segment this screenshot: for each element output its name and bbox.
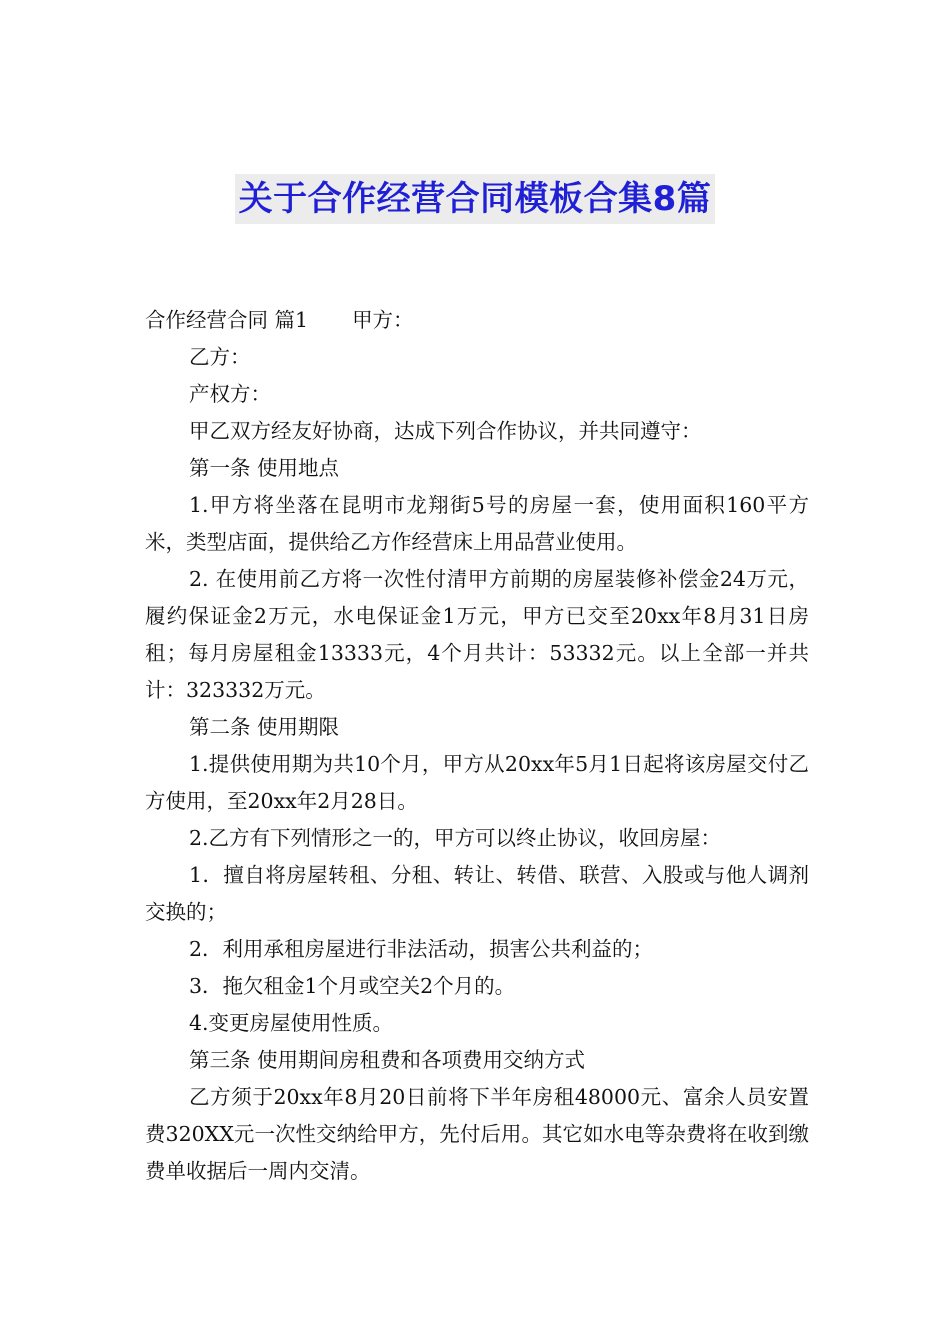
- paragraph-intro: 甲乙双方经友好协商，达成下列合作协议，并共同遵守：: [189, 419, 702, 443]
- termination-case-3: 3．拖欠租金1个月或空关2个月的。: [189, 974, 516, 998]
- first-line: [145, 302, 809, 339]
- section-heading: 合作经营合同 篇1: [145, 308, 309, 332]
- article-2-heading: 第二条 使用期限: [189, 715, 340, 739]
- termination-case-4: 4.变更房屋使用性质。: [189, 1011, 394, 1035]
- paragraph-property-owner: 产权方：: [189, 382, 271, 406]
- article-2-item-1: 1.提供使用期为共10个月，甲方从20xx年5月1日起将该房屋交付乙方使用，至20xx年2月28日。: [145, 752, 809, 813]
- article-1-item-2: 2. 在使用前乙方将一次性付清甲方前期的房屋装修补偿金24万元，履约保证金2万元，水电保证金1万元，甲方已交至20xx年8月31日房租；每月房屋租金13333元，4个月共计：53332元。以上全部一并共计：323332万元。: [145, 567, 809, 702]
- paragraph-party-b: 乙方：: [189, 345, 251, 369]
- article-3-heading: 第三条 使用期间房租费和各项费用交纳方式: [189, 1048, 586, 1072]
- article-1-heading: 第一条 使用地点: [189, 456, 340, 480]
- article-2-item-2: 2.乙方有下列情形之一的，甲方可以终止协议，收回房屋：: [189, 826, 722, 850]
- termination-case-1: 1．擅自将房屋转租、分租、转让、转借、联营、入股或与他人调剂交换的；: [145, 863, 809, 924]
- document-body: [145, 302, 809, 1190]
- article-1-item-1: 1.甲方将坐落在昆明市龙翔街5号的房屋一套，使用面积160平方米，类型店面，提供给乙方作经营床上用品营业使用。: [145, 493, 809, 554]
- title-container: [0, 174, 950, 224]
- termination-case-2: 2．利用承租房屋进行非法活动，损害公共利益的；: [189, 937, 654, 961]
- party-a-label: 甲方：: [352, 308, 414, 332]
- document-title: 关于合作经营合同模板合集8篇: [235, 174, 716, 224]
- article-3-item-1: 乙方须于20xx年8月20日前将下半年房租48000元、富余人员安置费320XX元一次性交纳给甲方，先付后用。其它如水电等杂费将在收到缴费单收据后一周内交清。: [145, 1085, 809, 1183]
